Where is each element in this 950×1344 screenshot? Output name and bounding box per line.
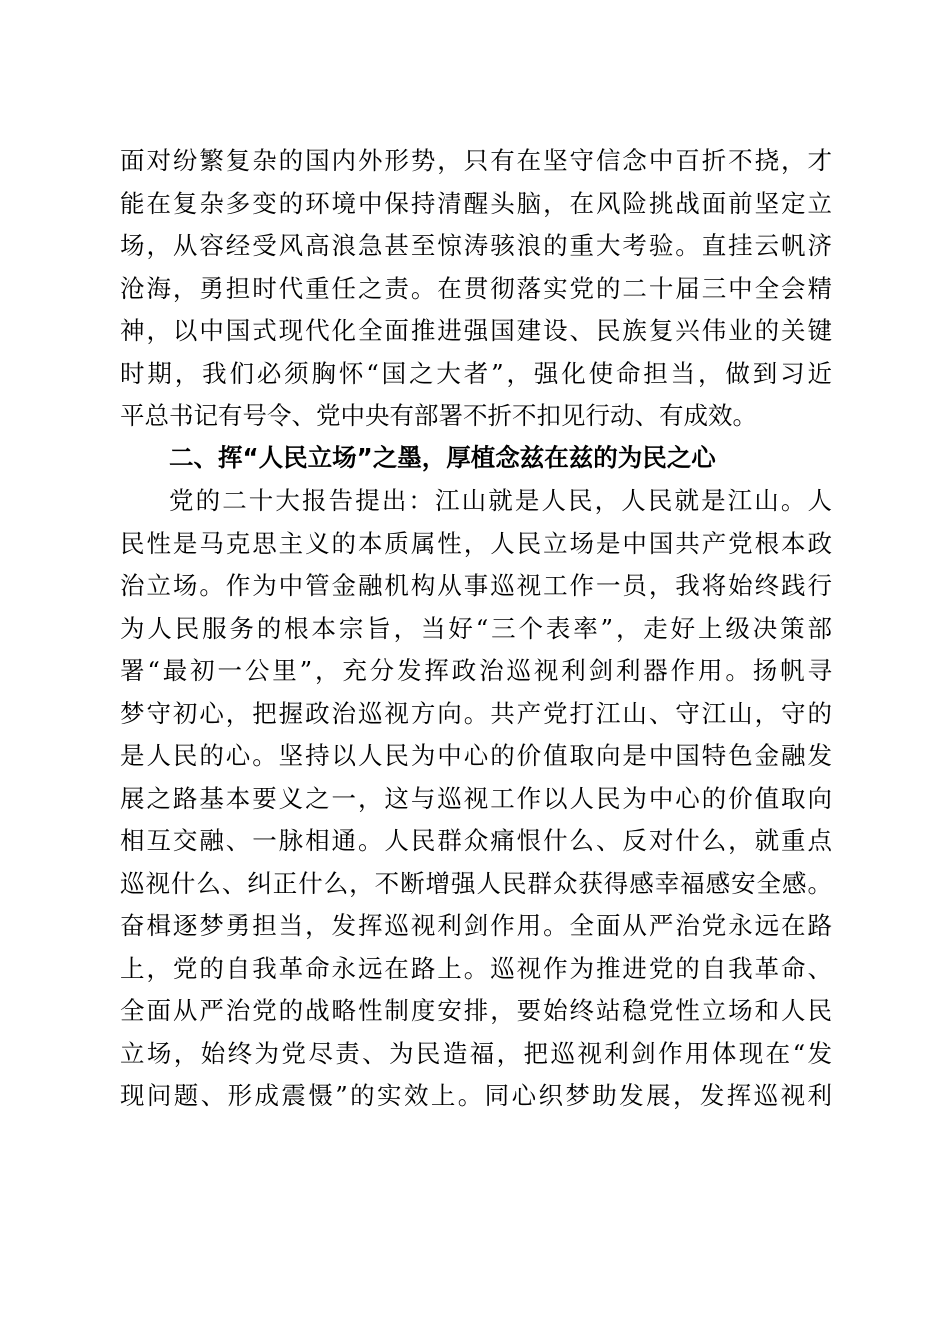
paragraph-line: 为人民服务的根本宗旨，当好“三个表率”，走好上级决策部: [120, 613, 832, 643]
paragraph-line: 沧海，勇担时代重任之责。在贯彻落实党的二十届三中全会精: [120, 273, 832, 303]
paragraph-line: 上，党的自我革命永远在路上。巡视作为推进党的自我革命、: [120, 953, 832, 983]
paragraph-line: 巡视什么、纠正什么，不断增强人民群众获得感幸福感安全感。: [120, 868, 832, 898]
section-heading: [120, 437, 832, 480]
body-paragraph-1: [120, 140, 832, 438]
paragraph-line: 奋楫逐梦勇担当，发挥巡视利剑作用。全面从严治党永远在路: [120, 911, 832, 940]
paragraph-line: 民性是马克思主义的本质属性，人民立场是中国共产党根本政: [120, 528, 832, 558]
paragraph-line: 党的二十大报告提出：江山就是人民，人民就是江山。人: [169, 486, 832, 515]
paragraph-line: 能在复杂多变的环境中保持清醒头脑，在风险挑战面前坚定立: [120, 188, 832, 218]
paragraph-line: 场，从容经受风高浪急甚至惊涛骇浪的重大考验。直挂云帆济: [120, 231, 832, 260]
paragraph-line: 梦守初心，把握政治巡视方向。共产党打江山、守江山，守的: [120, 698, 832, 728]
paragraph-line: 治立场。作为中管金融机构从事巡视工作一员，我将始终践行: [120, 571, 832, 600]
section-heading-text: 二、挥“人民立场”之墨，厚植念兹在兹的为民之心: [169, 443, 716, 472]
paragraph-line: 平总书记有号令、党中央有部署不折不扣见行动、有成效。: [120, 401, 757, 430]
paragraph-line: 相互交融、一脉相通。人民群众痛恨什么、反对什么，就重点: [120, 826, 832, 855]
body-paragraph-2: [120, 480, 832, 1118]
paragraph-line: 署“最初一公里”，充分发挥政治巡视利剑利器作用。扬帆寻: [120, 656, 832, 685]
paragraph-line: 是人民的心。坚持以人民为中心的价值取向是中国特色金融发: [120, 741, 832, 770]
paragraph-line: 现问题、形成震慑”的实效上。同心织梦助发展，发挥巡视利: [120, 1081, 832, 1110]
paragraph-line: 展之路基本要义之一，这与巡视工作以人民为中心的价值取向: [120, 783, 832, 813]
paragraph-line: 立场，始终为党尽责、为民造福，把巡视利剑作用体现在“发: [120, 1038, 832, 1068]
paragraph-line: 面对纷繁复杂的国内外形势，只有在坚守信念中百折不挠，才: [120, 146, 832, 175]
paragraph-line: 神，以中国式现代化全面推进强国建设、民族复兴伟业的关键: [120, 316, 832, 345]
paragraph-line: 时期，我们必须胸怀“国之大者”，强化使命担当，做到习近: [120, 358, 832, 388]
paragraph-line: 全面从严治党的战略性制度安排，要始终站稳党性立场和人民: [120, 996, 832, 1025]
